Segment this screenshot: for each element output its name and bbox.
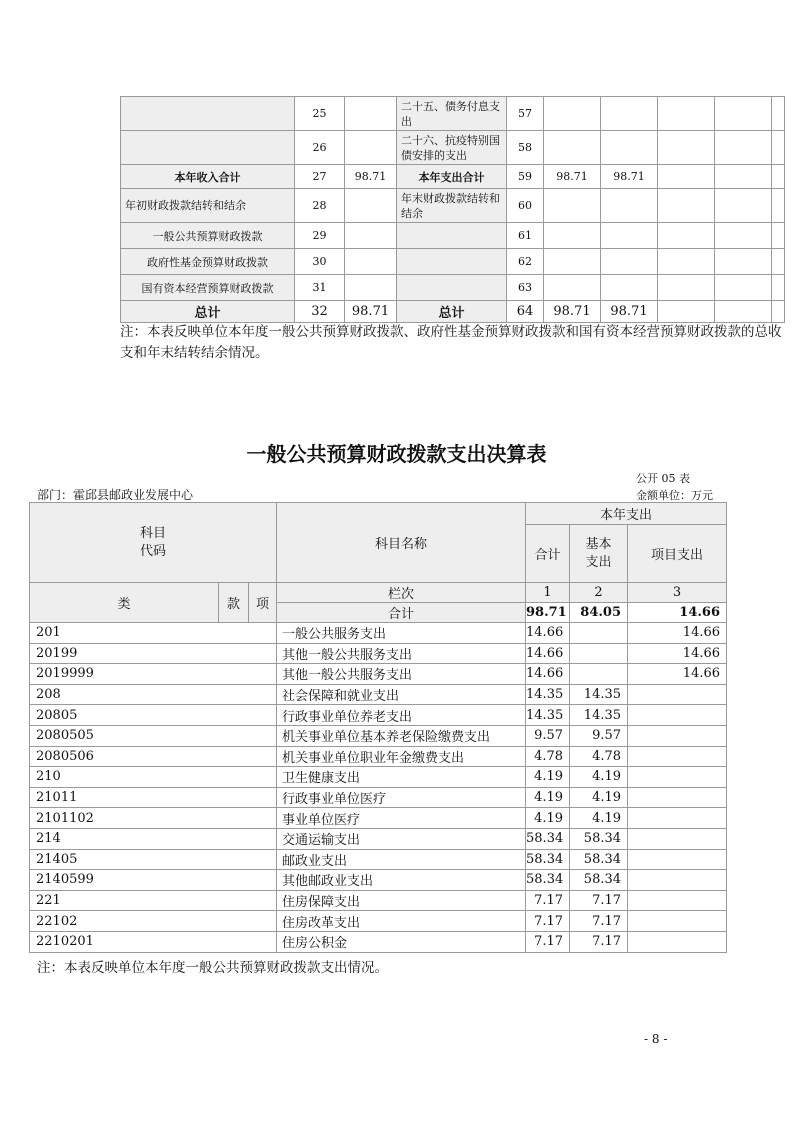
row-value xyxy=(772,249,785,275)
total-amount: 4.19 xyxy=(526,787,570,808)
basic-amount: 4.78 xyxy=(570,746,628,767)
row-value: 98.71 xyxy=(544,301,601,323)
table-row xyxy=(121,131,785,165)
table-row xyxy=(121,165,785,189)
row-label: 国有资本经营预算财政拨款 xyxy=(121,275,295,301)
table-row xyxy=(30,746,727,767)
project-amount xyxy=(628,890,727,911)
subject-code: 22102 xyxy=(30,911,277,932)
row-value xyxy=(544,189,601,223)
expense-item: 总计 xyxy=(397,301,507,323)
subject-code: 221 xyxy=(30,890,277,911)
row-value xyxy=(772,275,785,301)
subject-name: 社会保障和就业支出 xyxy=(277,684,526,705)
table-row xyxy=(30,684,727,705)
row-value xyxy=(345,131,397,165)
subject-code: 208 xyxy=(30,684,277,705)
row-value xyxy=(601,223,658,249)
column-number: 3 xyxy=(628,583,727,603)
project-amount: 14.66 xyxy=(628,664,727,685)
project-amount xyxy=(628,931,727,952)
row-number: 26 xyxy=(295,131,345,165)
basic-amount: 14.35 xyxy=(570,684,628,705)
subject-name-header: 科目名称 xyxy=(277,503,526,583)
table-note: 注：本表反映单位本年度一般公共预算财政拨款、政府性基金预算财政拨款和国有资本经营预算财政拨款的总收支和年末结转结余情况。 xyxy=(120,324,782,361)
row-value xyxy=(345,189,397,223)
subject-name: 一般公共服务支出 xyxy=(277,623,526,644)
project-amount xyxy=(628,849,727,870)
row-number: 30 xyxy=(295,249,345,275)
total-amount: 14.35 xyxy=(526,705,570,726)
basic-amount: 9.57 xyxy=(570,725,628,746)
expenditure-table xyxy=(29,502,727,953)
row-number: 62 xyxy=(507,249,544,275)
column-order-label: 栏次 xyxy=(277,583,526,603)
project-amount xyxy=(628,870,727,891)
section-header: 款 xyxy=(219,583,249,623)
total-amount: 58.34 xyxy=(526,828,570,849)
subject-code: 2019999 xyxy=(30,664,277,685)
row-label: 总计 xyxy=(121,301,295,323)
subject-code: 20805 xyxy=(30,705,277,726)
table-row xyxy=(30,664,727,685)
row-value xyxy=(544,223,601,249)
row-value xyxy=(772,301,785,323)
total-amount: 4.78 xyxy=(526,746,570,767)
table-row xyxy=(121,249,785,275)
total-amount: 4.19 xyxy=(526,808,570,829)
subject-name: 行政事业单位医疗 xyxy=(277,787,526,808)
expense-item: 二十五、债务付息支出 xyxy=(397,97,507,131)
total-amount: 58.34 xyxy=(526,870,570,891)
subject-code: 210 xyxy=(30,767,277,788)
row-label: 一般公共预算财政拨款 xyxy=(121,223,295,249)
row-value: 98.71 xyxy=(345,301,397,323)
table-row xyxy=(30,787,727,808)
row-number: 29 xyxy=(295,223,345,249)
amount-unit-label: 金额单位：万元 xyxy=(636,489,713,502)
project-amount: 14.66 xyxy=(628,643,727,664)
table-row xyxy=(121,223,785,249)
row-value xyxy=(772,165,785,189)
basic-amount xyxy=(570,664,628,685)
project-amount: 14.66 xyxy=(628,623,727,644)
table-row xyxy=(30,870,727,891)
total-header: 合计 xyxy=(526,525,570,583)
total-amount: 14.35 xyxy=(526,684,570,705)
total-amount: 9.57 xyxy=(526,725,570,746)
department-label: 部门：霍邱县邮政业发展中心 xyxy=(37,488,194,502)
row-number: 25 xyxy=(295,97,345,131)
total-amount: 4.19 xyxy=(526,767,570,788)
row-number: 57 xyxy=(507,97,544,131)
table-row xyxy=(30,911,727,932)
income-expense-summary-table xyxy=(120,96,785,323)
row-value xyxy=(601,131,658,165)
row-number: 59 xyxy=(507,165,544,189)
basic-amount: 58.34 xyxy=(570,870,628,891)
row-value xyxy=(544,131,601,165)
row-number: 32 xyxy=(295,301,345,323)
row-number: 61 xyxy=(507,223,544,249)
subject-name: 机关事业单位职业年金缴费支出 xyxy=(277,746,526,767)
basic-amount xyxy=(570,623,628,644)
basic-amount: 58.34 xyxy=(570,849,628,870)
row-value xyxy=(715,275,772,301)
row-number: 58 xyxy=(507,131,544,165)
total-label: 合计 xyxy=(277,603,526,623)
subject-code: 20199 xyxy=(30,643,277,664)
table-row xyxy=(30,725,727,746)
row-label: 本年收入合计 xyxy=(121,165,295,189)
expense-item xyxy=(397,249,507,275)
row-number: 60 xyxy=(507,189,544,223)
row-value xyxy=(658,97,715,131)
project-amount xyxy=(628,705,727,726)
basic-amount: 4.19 xyxy=(570,787,628,808)
form-number: 公开 05 表 xyxy=(636,472,690,485)
row-number: 63 xyxy=(507,275,544,301)
column-number: 2 xyxy=(570,583,628,603)
total-amount: 7.17 xyxy=(526,890,570,911)
project-expense-header: 项目支出 xyxy=(628,525,727,583)
row-value xyxy=(601,275,658,301)
page-number: - 8 - xyxy=(644,1032,668,1046)
row-value xyxy=(772,97,785,131)
subject-name: 邮政业支出 xyxy=(277,849,526,870)
table-row xyxy=(121,189,785,223)
total-amount: 7.17 xyxy=(526,931,570,952)
basic-amount: 4.19 xyxy=(570,808,628,829)
row-value xyxy=(345,275,397,301)
row-value xyxy=(345,97,397,131)
total-amount: 14.66 xyxy=(526,664,570,685)
row-value xyxy=(715,301,772,323)
row-value xyxy=(658,189,715,223)
row-value xyxy=(658,131,715,165)
basic-amount xyxy=(570,643,628,664)
row-value: 98.71 xyxy=(601,165,658,189)
table-row xyxy=(30,623,727,644)
table-row xyxy=(30,767,727,788)
row-number: 27 xyxy=(295,165,345,189)
row-value: 98.71 xyxy=(345,165,397,189)
row-value xyxy=(544,275,601,301)
row-value xyxy=(345,249,397,275)
row-value xyxy=(715,131,772,165)
expense-item: 年末财政拨款结转和结余 xyxy=(397,189,507,223)
table-row-total xyxy=(121,301,785,323)
row-value xyxy=(715,249,772,275)
expense-item xyxy=(397,275,507,301)
project-amount xyxy=(628,911,727,932)
row-value xyxy=(544,249,601,275)
row-value xyxy=(601,189,658,223)
item-header: 项 xyxy=(249,583,277,623)
column-number: 1 xyxy=(526,583,570,603)
row-value xyxy=(658,275,715,301)
table-row xyxy=(30,931,727,952)
subject-name: 行政事业单位养老支出 xyxy=(277,705,526,726)
class-header: 类 xyxy=(30,583,219,623)
project-amount xyxy=(628,684,727,705)
basic-amount: 7.17 xyxy=(570,911,628,932)
row-value xyxy=(715,97,772,131)
subject-code: 2140599 xyxy=(30,870,277,891)
subject-code: 2080506 xyxy=(30,746,277,767)
row-value xyxy=(544,97,601,131)
row-value xyxy=(772,223,785,249)
subject-name: 住房保障支出 xyxy=(277,890,526,911)
row-value xyxy=(772,189,785,223)
table-row xyxy=(30,849,727,870)
total-amount: 98.71 xyxy=(526,603,570,623)
subject-code: 2101102 xyxy=(30,808,277,829)
basic-amount: 58.34 xyxy=(570,828,628,849)
subject-name: 住房公积金 xyxy=(277,931,526,952)
row-value: 98.71 xyxy=(544,165,601,189)
subject-name: 卫生健康支出 xyxy=(277,767,526,788)
subject-name: 交通运输支出 xyxy=(277,828,526,849)
project-amount xyxy=(628,828,727,849)
row-value: 98.71 xyxy=(601,301,658,323)
row-value xyxy=(658,249,715,275)
row-label xyxy=(121,97,295,131)
table-row xyxy=(121,275,785,301)
subject-name: 事业单位医疗 xyxy=(277,808,526,829)
row-number: 64 xyxy=(507,301,544,323)
basic-expense-header: 基本 支出 xyxy=(570,525,628,583)
table-row xyxy=(121,97,785,131)
row-label: 政府性基金预算财政拨款 xyxy=(121,249,295,275)
subject-name: 其他邮政业支出 xyxy=(277,870,526,891)
subject-code: 21405 xyxy=(30,849,277,870)
expense-item: 二十六、抗疫特别国债安排的支出 xyxy=(397,131,507,165)
total-amount: 7.17 xyxy=(526,911,570,932)
subject-name: 其他一般公共服务支出 xyxy=(277,664,526,685)
subject-name: 住房改革支出 xyxy=(277,911,526,932)
current-year-expense-header: 本年支出 xyxy=(526,503,727,525)
table-row xyxy=(30,808,727,829)
subject-code: 2210201 xyxy=(30,931,277,952)
row-value xyxy=(658,223,715,249)
report-title: 一般公共预算财政拨款支出决算表 xyxy=(246,442,547,466)
subject-code: 21011 xyxy=(30,787,277,808)
row-number: 31 xyxy=(295,275,345,301)
subject-code: 2080505 xyxy=(30,725,277,746)
row-value xyxy=(601,97,658,131)
basic-amount: 14.35 xyxy=(570,705,628,726)
row-value xyxy=(772,131,785,165)
total-amount: 14.66 xyxy=(526,623,570,644)
row-number: 28 xyxy=(295,189,345,223)
table-row xyxy=(30,890,727,911)
total-amount: 14.66 xyxy=(526,643,570,664)
project-amount: 14.66 xyxy=(628,603,727,623)
subject-code: 201 xyxy=(30,623,277,644)
row-label: 年初财政拨款结转和结余 xyxy=(121,189,295,223)
row-value xyxy=(345,223,397,249)
project-amount xyxy=(628,725,727,746)
project-amount xyxy=(628,808,727,829)
subject-code: 214 xyxy=(30,828,277,849)
subject-name: 其他一般公共服务支出 xyxy=(277,643,526,664)
expense-item: 本年支出合计 xyxy=(397,165,507,189)
row-value xyxy=(715,223,772,249)
table-row xyxy=(30,705,727,726)
expense-item xyxy=(397,223,507,249)
project-amount xyxy=(628,746,727,767)
table-note: 注：本表反映单位本年度一般公共预算财政拨款支出情况。 xyxy=(37,960,388,976)
table-row xyxy=(30,828,727,849)
subject-name: 机关事业单位基本养老保险缴费支出 xyxy=(277,725,526,746)
table-row xyxy=(30,643,727,664)
row-value xyxy=(715,189,772,223)
project-amount xyxy=(628,767,727,788)
row-value xyxy=(715,165,772,189)
row-value xyxy=(658,165,715,189)
basic-amount: 84.05 xyxy=(570,603,628,623)
row-value xyxy=(601,249,658,275)
basic-amount: 4.19 xyxy=(570,767,628,788)
subject-code-header: 科目 代码 xyxy=(30,503,277,583)
total-amount: 58.34 xyxy=(526,849,570,870)
row-value xyxy=(658,301,715,323)
basic-amount: 7.17 xyxy=(570,931,628,952)
project-amount xyxy=(628,787,727,808)
basic-amount: 7.17 xyxy=(570,890,628,911)
row-label xyxy=(121,131,295,165)
